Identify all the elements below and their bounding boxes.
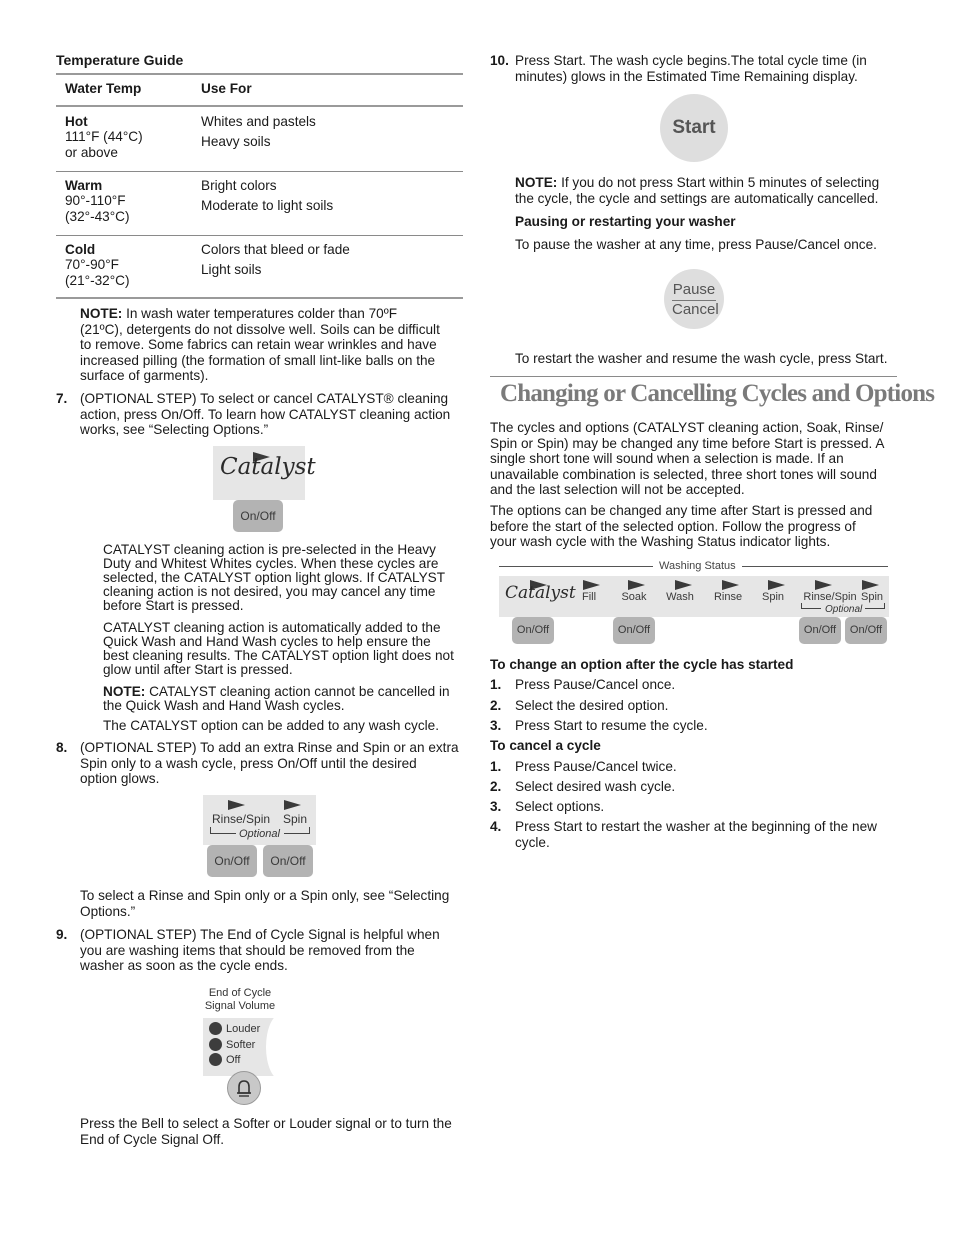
signal-option-softer: Softer bbox=[226, 1039, 256, 1051]
temp-range: or above bbox=[65, 145, 118, 160]
indicator-arrow-icon bbox=[228, 800, 245, 810]
list-item: Select the desired option. bbox=[515, 698, 669, 713]
status-spin: Spin bbox=[761, 591, 785, 603]
temp-name: Warm bbox=[65, 178, 103, 193]
list-item: Press Start to resume the cycle. bbox=[515, 718, 708, 733]
indicator-arrow-icon bbox=[722, 580, 739, 590]
step-number: 2. bbox=[490, 779, 502, 794]
optional-label: Optional bbox=[239, 828, 280, 840]
pause-text: To pause the washer at any time, press Pause/Cancel once. bbox=[515, 237, 877, 252]
off-indicator-icon bbox=[209, 1053, 222, 1066]
bell-paragraph: Press the Bell to select a Softer or Louder signal or to turn the End of Cycle Signal Off. bbox=[80, 1116, 452, 1147]
use-for-item: Light soils bbox=[201, 262, 262, 277]
step-9-text: (OPTIONAL STEP) The End of Cycle Signal is helpful when you are washing items that should be removed from the washer as soon as the cycle ends. bbox=[80, 927, 440, 974]
use-for-item: Colors that bleed or fade bbox=[201, 242, 350, 257]
indicator-arrow-icon bbox=[768, 580, 785, 590]
list-item: Select options. bbox=[515, 799, 605, 814]
use-for-item: Heavy soils bbox=[201, 134, 271, 149]
indicator-arrow-icon bbox=[675, 580, 692, 590]
cancel-heading: To cancel a cycle bbox=[490, 738, 601, 753]
status-rinse-spin-optional: Rinse/Spin bbox=[803, 591, 857, 603]
step-number: 9. bbox=[56, 927, 68, 942]
softer-indicator-icon bbox=[209, 1038, 222, 1051]
step-number: 1. bbox=[490, 759, 502, 774]
indicator-arrow-icon bbox=[815, 580, 832, 590]
catalyst-paragraph: The CATALYST option can be added to any wash cycle. bbox=[103, 718, 440, 733]
signal-panel-curve bbox=[266, 1014, 296, 1080]
step-number: 4. bbox=[490, 819, 502, 834]
status-rinse: Rinse bbox=[713, 591, 743, 603]
changing-paragraph: The cycles and options (CATALYST cleaning action, Soak, Rinse/ Spin or Spin) may be changed any time before Start is pressed. A single short tone will sound when a selection is made. If an unavailable combination is selected, three short tones will sound and the last selection will not be accepted. bbox=[490, 420, 885, 498]
rinse-spin-paragraph: To select a Rinse and Spin only or a Spin only, see “Selecting Options.” bbox=[80, 888, 450, 919]
status-fill: Fill bbox=[581, 591, 597, 603]
header-use-for: Use For bbox=[201, 81, 252, 96]
washing-status-label: Washing Status bbox=[653, 559, 742, 575]
row-divider bbox=[56, 171, 463, 172]
soak-on-off-button[interactable]: On/Off bbox=[613, 617, 655, 644]
restart-text: To restart the washer and resume the wash cycle, press Start. bbox=[515, 351, 888, 366]
list-item: Press Pause/Cancel twice. bbox=[515, 759, 677, 774]
status-optional-label: Optional bbox=[825, 604, 863, 615]
row-divider bbox=[56, 235, 463, 236]
signal-volume-title: End of Cycle Signal Volume bbox=[204, 987, 276, 1012]
spin-label: Spin bbox=[283, 812, 308, 826]
indicator-arrow-icon bbox=[862, 580, 879, 590]
temperature-guide-title: Temperature Guide bbox=[56, 52, 184, 68]
step-number: 8. bbox=[56, 740, 68, 755]
pausing-heading: Pausing or restarting your washer bbox=[515, 214, 736, 229]
step-8-text: (OPTIONAL STEP) To add an extra Rinse and Spin or an extra Spin only to a wash cycle, press On/Off until the desired option glows. bbox=[80, 740, 459, 787]
pause-cancel-button[interactable]: Pause Cancel bbox=[664, 269, 724, 329]
catalyst-logo: Catalyst bbox=[220, 454, 316, 480]
note-temperature: NOTE: In wash water temperatures colder than 70ºF (21ºC), detergents do not dissolve well. Soils can be difficult to remove. Some fabrics can retain wear wrinkles and have increased pilling (the formation of small lint-like balls on the surface of garments). bbox=[80, 306, 440, 384]
temp-range: 90°-110°F bbox=[65, 193, 126, 208]
temp-name: Cold bbox=[65, 242, 96, 257]
header-water-temp: Water Temp bbox=[65, 81, 142, 96]
status-soak: Soak bbox=[621, 591, 647, 603]
indicator-arrow-icon bbox=[628, 580, 645, 590]
spin-on-off-button[interactable]: On/Off bbox=[263, 845, 313, 877]
list-item: Select desired wash cycle. bbox=[515, 779, 676, 794]
bell-button[interactable] bbox=[227, 1071, 261, 1105]
table-bottom-rule bbox=[56, 297, 463, 299]
rinse-spin-label: Rinse/Spin bbox=[212, 812, 271, 826]
indicator-arrow-icon bbox=[583, 580, 600, 590]
temp-range: 111°F (44°C) bbox=[65, 129, 143, 144]
step-number: 3. bbox=[490, 799, 502, 814]
temp-range: (32°-43°C) bbox=[65, 209, 130, 224]
status-wash: Wash bbox=[666, 591, 694, 603]
temp-name: Hot bbox=[65, 114, 88, 129]
rinse-spin-on-off-button[interactable]: On/Off bbox=[207, 845, 257, 877]
indicator-arrow-icon bbox=[284, 800, 301, 810]
temp-range: (21°-32°C) bbox=[65, 273, 130, 288]
step-number: 7. bbox=[56, 391, 68, 406]
step-10-text: Press Start. The wash cycle begins.The total cycle time (in minutes) glows in the Estimated Time Remaining display. bbox=[515, 53, 867, 84]
changing-paragraph: The options can be changed any time after Start is pressed and before the start of the selected option. Follow the progress of your wash cycle with the Washing Status indicator lights. bbox=[490, 503, 873, 550]
step-number: 1. bbox=[490, 677, 502, 692]
step-7-text: (OPTIONAL STEP) To select or cancel CATALYST® cleaning action, press On/Off. To learn how CATALYST cleaning action works, see “Selecting Options.” bbox=[80, 391, 451, 438]
rinse-spin-on-off-button[interactable]: On/Off bbox=[799, 617, 841, 644]
use-for-item: Whites and pastels bbox=[201, 114, 316, 129]
signal-option-louder: Louder bbox=[226, 1023, 261, 1035]
louder-indicator-icon bbox=[209, 1022, 222, 1035]
table-header-rule bbox=[56, 105, 463, 107]
list-item: Press Start to restart the washer at the beginning of the new cycle. bbox=[515, 819, 877, 850]
signal-option-off: Off bbox=[226, 1054, 241, 1066]
catalyst-paragraph: CATALYST cleaning action is automatically added to the Quick Wash and Hand Wash cycles to help ensure the best cleaning results. The CATALYST option light does not glow until after Start is pressed. bbox=[103, 620, 454, 677]
start-button[interactable]: Start bbox=[660, 94, 728, 162]
table-top-rule bbox=[56, 73, 463, 75]
section-divider bbox=[490, 376, 897, 377]
step-number: 3. bbox=[490, 718, 502, 733]
catalyst-paragraph: CATALYST cleaning action is pre-selected in the Heavy Duty and Whitest Whites cycles. When these cycles are selected, the CATALYST option light glows. If CATALYST cleaning action is not desired, you may cancel any time before Start is pressed. bbox=[103, 542, 446, 613]
spin-on-off-button[interactable]: On/Off bbox=[845, 617, 887, 644]
status-spin-optional: Spin bbox=[860, 591, 884, 603]
step-number: 2. bbox=[490, 698, 502, 713]
list-item: Press Pause/Cancel once. bbox=[515, 677, 676, 692]
bell-icon bbox=[228, 1072, 260, 1104]
step-number: 10. bbox=[490, 53, 509, 68]
catalyst-on-off-button[interactable]: On/Off bbox=[512, 617, 554, 644]
note-label: NOTE: bbox=[80, 306, 123, 321]
note-start: NOTE: If you do not press Start within 5 minutes of selecting the cycle, the cycle and settings are automatically cancelled. bbox=[515, 175, 880, 206]
note-catalyst: NOTE: CATALYST cleaning action cannot be cancelled in the Quick Wash and Hand Wash cycles. bbox=[103, 684, 450, 713]
change-heading: To change an option after the cycle has started bbox=[490, 657, 794, 672]
temp-range: 70°-90°F bbox=[65, 257, 119, 272]
section-title: Changing or Cancelling Cycles and Options bbox=[500, 380, 935, 407]
catalyst-on-off-button[interactable]: On/Off bbox=[233, 500, 283, 532]
use-for-item: Bright colors bbox=[201, 178, 277, 193]
catalyst-logo: Catalyst bbox=[505, 583, 576, 603]
use-for-item: Moderate to light soils bbox=[201, 198, 334, 213]
